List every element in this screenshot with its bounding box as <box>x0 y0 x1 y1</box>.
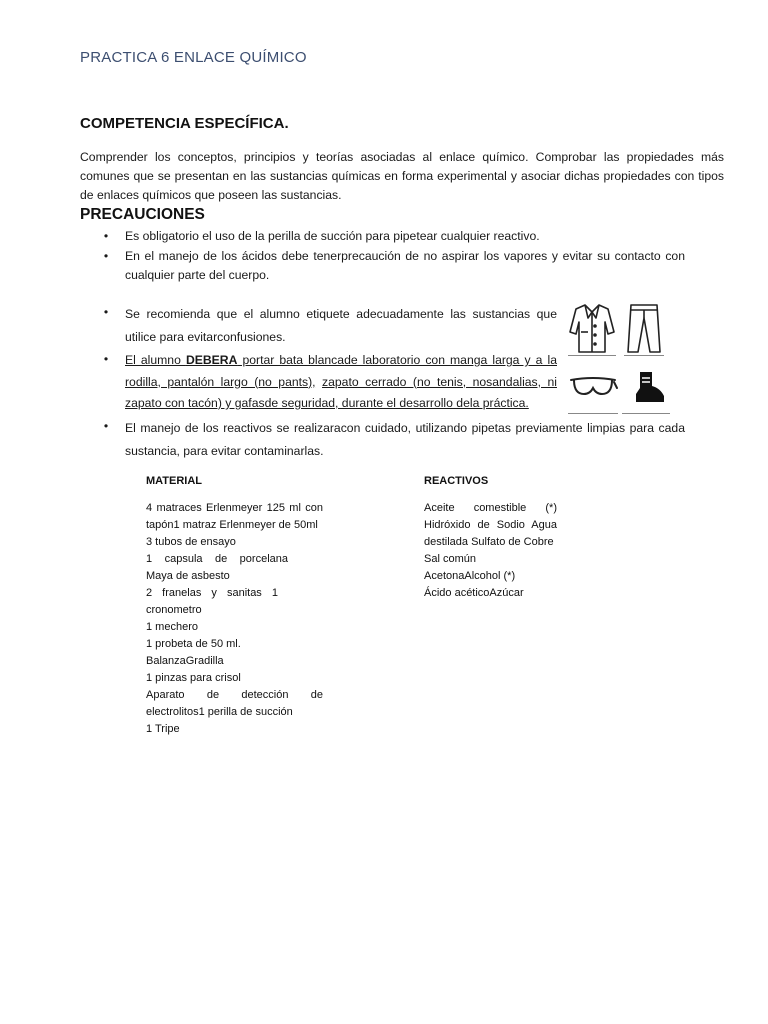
list-item: 1 mechero <box>146 621 198 633</box>
reactivos-list <box>424 500 557 602</box>
reactivos-heading: REACTIVOS <box>424 475 489 487</box>
competencia-paragraph: Comprender los conceptos, principios y teorías asociadas al enlace químico. Comprobar las propiedades más comunes que se presentan en las sustancias químicas en forma experimental y asociar dichas propiedades con tipos de enlaces químicos que poseen las sustancias. <box>80 150 724 202</box>
list-item: tapón1 matraz Erlenmeyer de 50ml <box>146 519 318 531</box>
bullet-marker: • <box>103 249 109 263</box>
list-item-text: En el manejo de los ácidos debe tenerprecaución de no aspirar los vapores y evitar su contacto con cualquier parte del cuerpo. <box>125 249 685 282</box>
list-item: destilada Sulfato de Cobre <box>424 536 554 548</box>
text-run: zapato cerrado (no tenis, nosandalias, ni zapato con tacón) y gafasde seguridad, durante el desarrollo dela práctica. <box>125 374 557 410</box>
list-item: BalanzaGradilla <box>146 655 224 667</box>
list-item: 4 matraces Erlenmeyer 125 ml con <box>146 502 323 514</box>
bullet-marker: • <box>103 305 109 319</box>
list-item: Aparato de detección de <box>146 689 323 701</box>
precauciones-heading: PRECAUCIONES <box>80 206 205 223</box>
pants-icon <box>626 302 662 354</box>
icon-underline <box>568 355 616 356</box>
list-item: Maya de asbesto <box>146 570 230 582</box>
list-item: 1 probeta de 50 ml. <box>146 638 241 650</box>
list-item: 1 pinzas para crisol <box>146 672 241 684</box>
list-item: 3 tubos de ensayo <box>146 536 236 548</box>
safety-goggles-icon <box>568 374 618 400</box>
list-item: 1 Tripe <box>146 723 180 735</box>
competencia-heading: COMPETENCIA ESPECÍFICA. <box>80 115 289 132</box>
bullet-marker: • <box>103 229 109 243</box>
list-item: 2 franelas y sanitas 1 <box>146 587 278 599</box>
list-item: Ácido acéticoAzúcar <box>424 587 524 599</box>
document-title: PRACTICA 6 ENLACE QUÍMICO <box>80 49 307 66</box>
icon-underline <box>624 355 664 356</box>
list-item: Aceite comestible (*) <box>424 502 557 514</box>
text-run: portar bata blanca <box>237 353 345 367</box>
closed-shoe-icon <box>630 370 666 406</box>
emphasis-text: DEBERA <box>185 353 238 367</box>
safety-icons-group <box>566 300 674 420</box>
list-item: electrolitos1 perilla de succión <box>146 706 293 718</box>
list-item-text: Se recomienda que el alumno etiquete adecuadamente las sustancias que utilice para evitarconfusiones. <box>125 307 557 344</box>
list-item: Sal común <box>424 553 476 565</box>
bullet-marker: • <box>103 419 109 433</box>
text-run: de laboratorio con manga larga y a la rodilla, pantalón largo (no pants), <box>125 353 557 389</box>
list-item: Hidróxido de Sodio Agua <box>424 519 557 531</box>
material-heading: MATERIAL <box>146 475 203 487</box>
list-item-text: Es obligatorio el uso de la perilla de succión para pipetear cualquier reactivo. <box>125 229 540 243</box>
text-run: El alumno <box>125 353 186 367</box>
list-item: cronometro <box>146 604 202 616</box>
bullet-marker: • <box>103 352 109 366</box>
material-list <box>146 500 323 738</box>
icon-underline <box>622 413 670 414</box>
list-item-text: El manejo de los reactivos se realizaracon cuidado, utilizando pipetas previamente limpias para cada sustancia, para evitar contaminarlas. <box>125 421 685 458</box>
list-item: 1 capsula de porcelana <box>146 553 288 565</box>
list-item-text <box>125 350 557 415</box>
list-item: AcetonaAlcohol (*) <box>424 570 516 582</box>
icon-underline <box>568 413 618 414</box>
lab-coat-icon <box>568 302 616 354</box>
